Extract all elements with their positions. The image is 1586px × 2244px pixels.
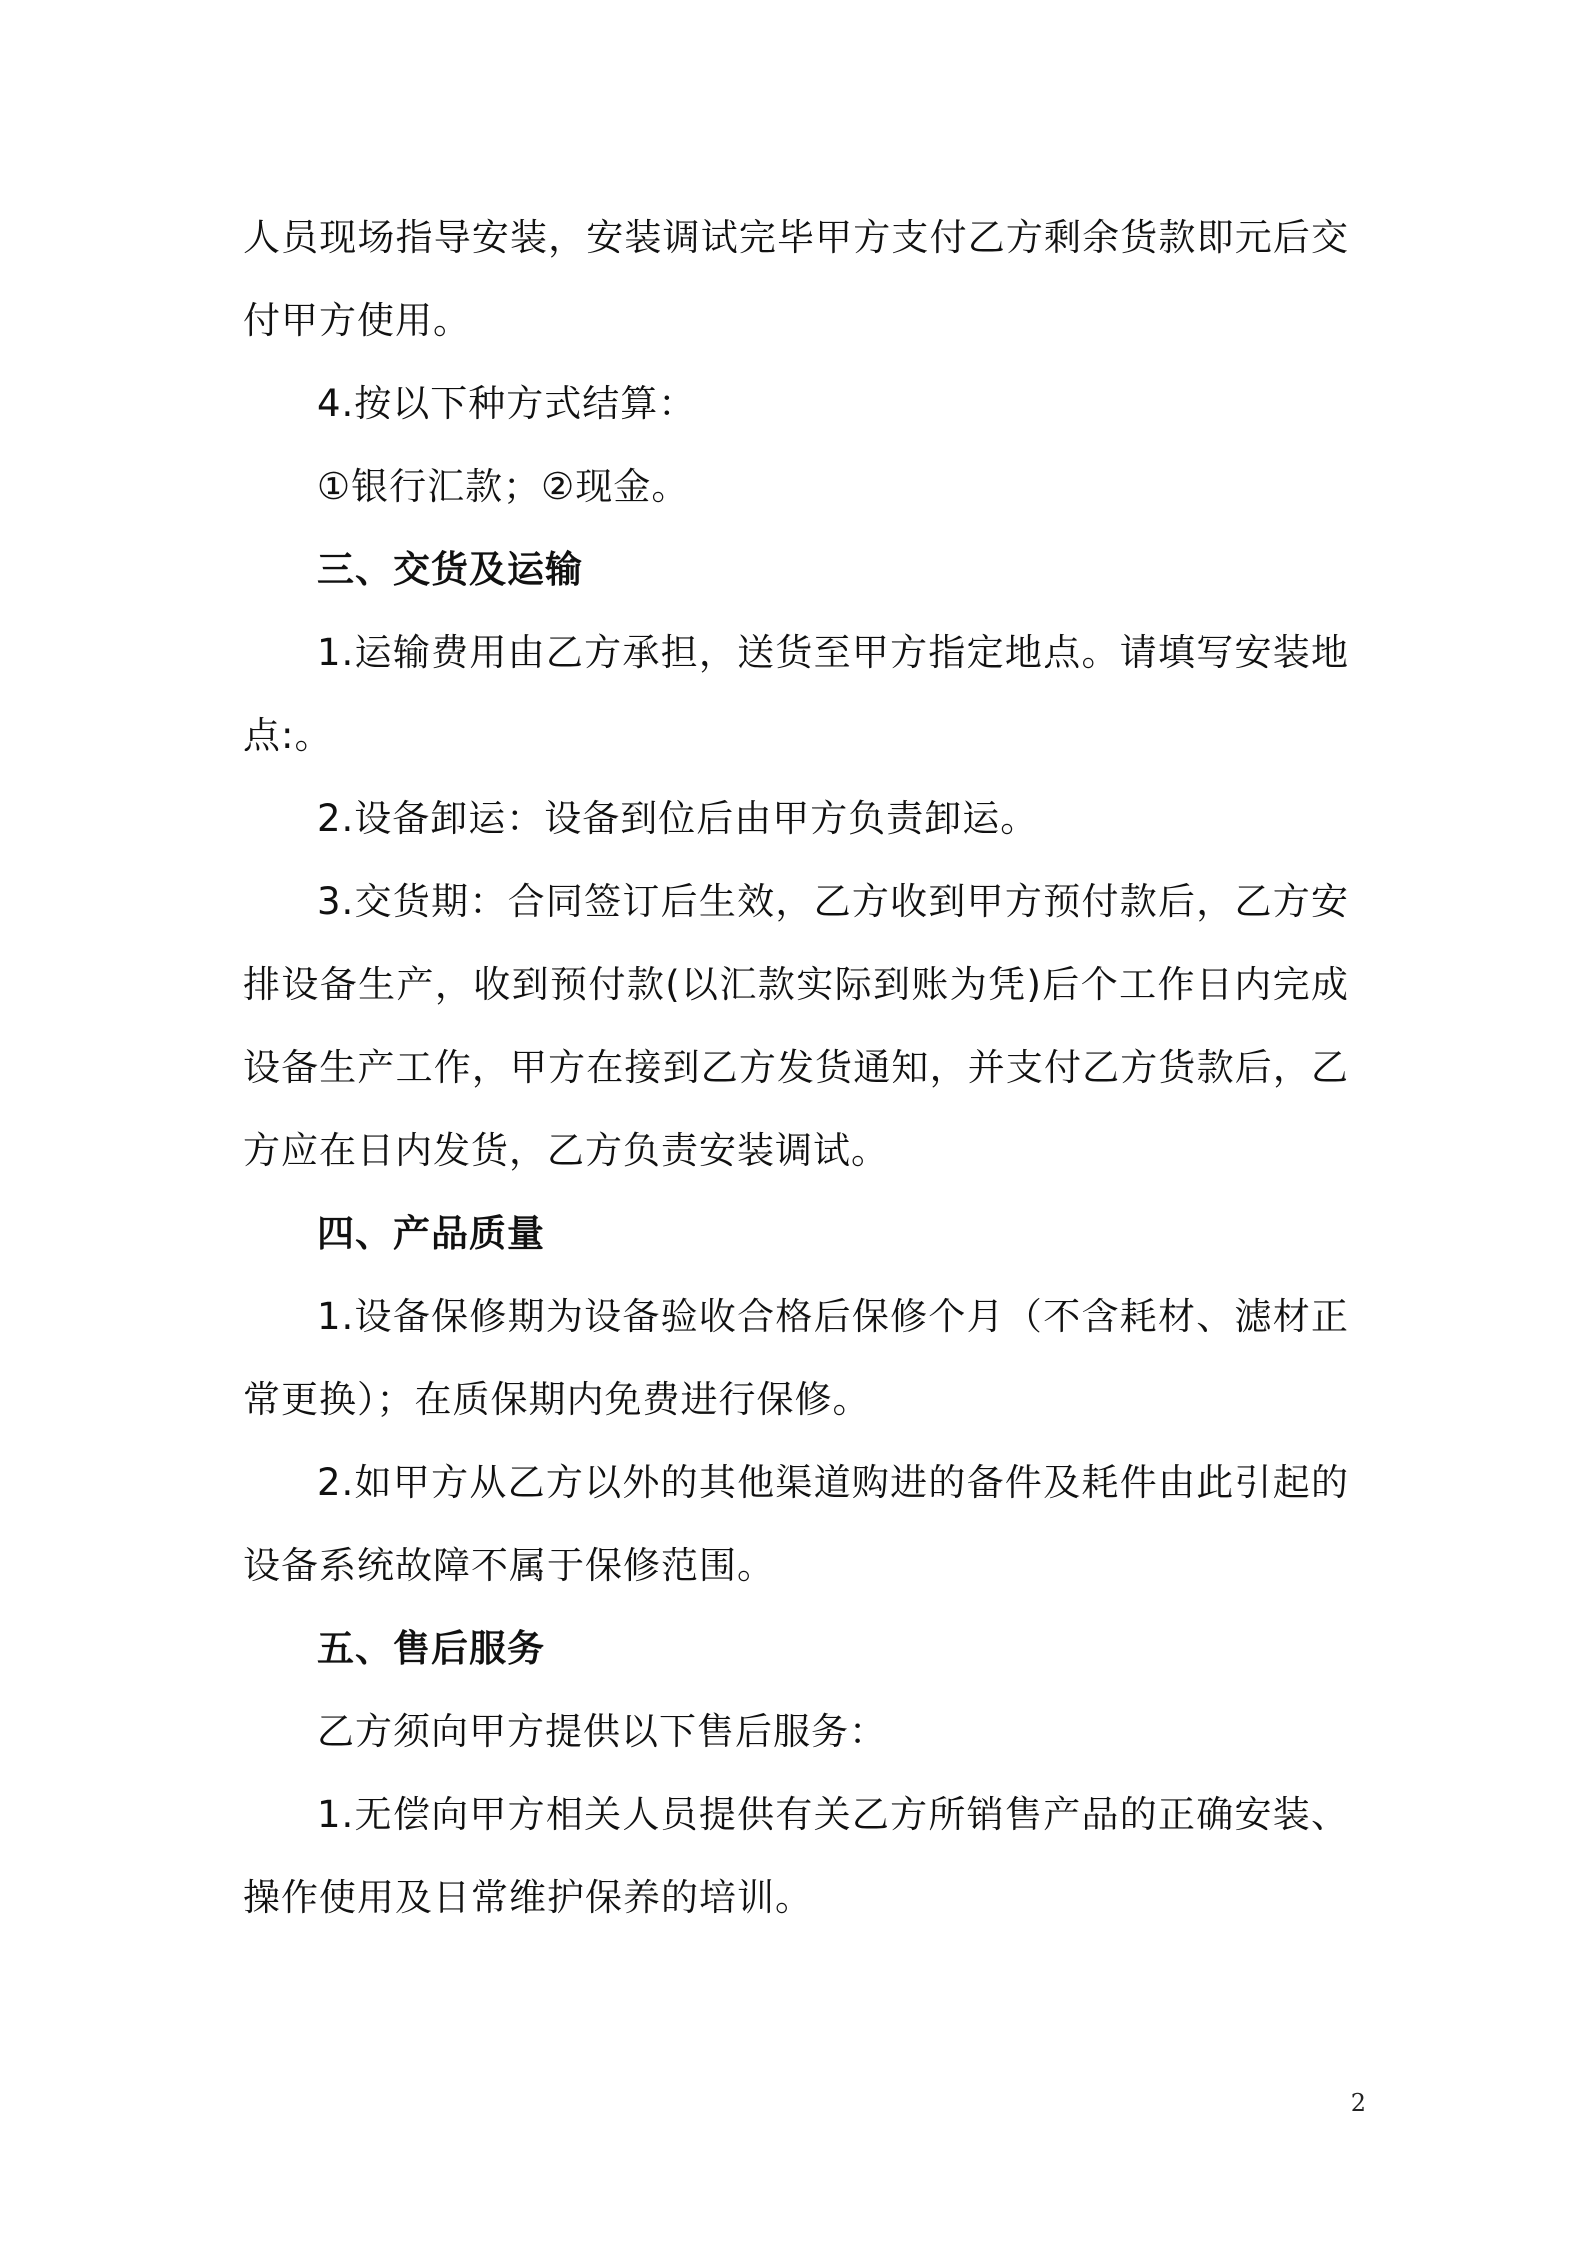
paragraph-transport-cost: 1.运输费用由乙方承担，送货至甲方指定地点。请填写安装地点:。 xyxy=(243,631,1349,757)
paragraph-delivery-period: 3.交货期：合同签订后生效，乙方收到甲方预付款后，乙方安排设备生产，收到预付款(以汇款实际到账为凭)后个工作日内完成设备生产工作，甲方在接到乙方发货通知，并支付乙方货款后，乙方应在日内发货，乙方负责安装调试。 xyxy=(243,880,1349,1172)
paragraph-training: 1.无偿向甲方相关人员提供有关乙方所销售产品的正确安装、操作使用及日常维护保养的培训。 xyxy=(243,1793,1349,1919)
paragraph-continuation: 人员现场指导安装，安装调试完毕甲方支付乙方剩余货款即元后交付甲方使用。 xyxy=(243,216,1349,342)
section-heading-after-sales: 五、售后服务 xyxy=(317,1627,545,1670)
section-heading-quality: 四、产品质量 xyxy=(317,1212,545,1255)
section-heading-delivery: 三、交货及运输 xyxy=(317,548,583,591)
paragraph-warranty-exclusion: 2.如甲方从乙方以外的其他渠道购进的备件及耗件由此引起的设备系统故障不属于保修范围。 xyxy=(243,1461,1349,1587)
paragraph-settlement-method: 4.按以下种方式结算： xyxy=(317,382,697,425)
page-number: 2 xyxy=(1350,2089,1366,2117)
paragraph-after-sales-intro: 乙方须向甲方提供以下售后服务： xyxy=(317,1710,887,1753)
paragraph-unloading: 2.设备卸运：设备到位后由甲方负责卸运。 xyxy=(317,797,1039,840)
document-body xyxy=(243,196,1349,1939)
paragraph-warranty-period: 1.设备保修期为设备验收合格后保修个月（不含耗材、滤材正常更换）；在质保期内免费进行保修。 xyxy=(243,1295,1349,1421)
paragraph-payment-options: ①银行汇款；②现金。 xyxy=(317,465,690,508)
